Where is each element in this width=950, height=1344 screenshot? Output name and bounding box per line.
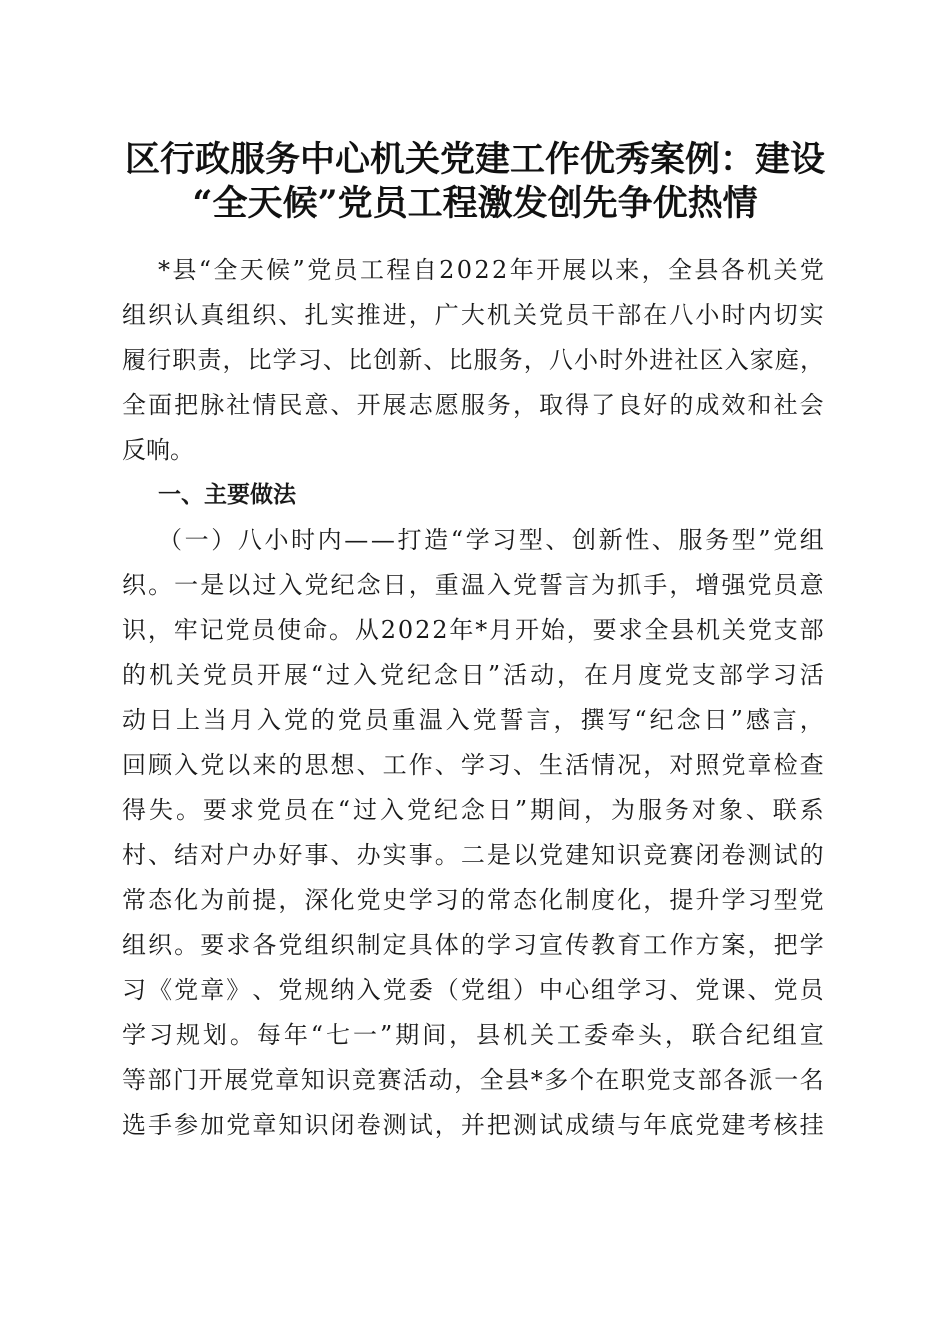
- text-line: 组 织 认 真 组 织 、 扎 实 推 进 ， 广 大 机 关 党 员 干 部 在 八 小 时 内 切 实: [122, 301, 824, 329]
- text-line: 反响。: [122, 436, 194, 464]
- document-body: [122, 248, 824, 1148]
- text-line: 组 织 。 要 求 各 党 组 织 制 定 具 体 的 学 习 宣 传 教 育 工 作 方 案 ， 把 学: [122, 931, 824, 959]
- intro-paragraph: [122, 248, 824, 473]
- text-line: 动 日 上 当 月 入 党 的 党 员 重 温 入 党 誓 言 ， 撰 写 “ 纪 念 日 ” 感 言 ，: [122, 706, 824, 734]
- text-line: 回 顾 入 党 以 来 的 思 想 、 工 作 、 学 习 、 生 活 情 况 ， 对 照 党 章 检 查: [122, 751, 824, 779]
- text-line: 的 机 关 党 员 开 展 “ 过 入 党 纪 念 日 ” 活 动 ， 在 月 度 党 支 部 学 习 活: [122, 661, 824, 689]
- text-line: 村 、 结 对 户 办 好 事 、 办 实 事 。 二 是 以 党 建 知 识 竞 赛 闭 卷 测 试 的: [122, 841, 824, 869]
- text-line: 织 。 一 是 以 过 入 党 纪 念 日 ， 重 温 入 党 誓 言 为 抓 手 ， 增 强 党 员 意: [122, 571, 824, 599]
- text-line: 履 行 职 责 ， 比 学 习 、 比 创 新 、 比 服 务 ， 八 小 时 外 进 社 区 入 家 庭 ，: [122, 346, 824, 374]
- title-line-1: 区行政服务中心机关党建工作优秀案例：建设: [124, 139, 825, 180]
- section-heading: 一、主要做法: [158, 482, 296, 508]
- text-line: 识 ， 牢 记 党 员 使 命 。 从 2 0 2 2 年 * 月 开 始 ， 要 求 全 县 机 关 党 支 部: [122, 616, 824, 644]
- text-line: 常 态 化 为 前 提 ， 深 化 党 史 学 习 的 常 态 化 制 度 化 ， 提 升 学 习 型 党: [122, 886, 824, 914]
- text-line: 全 面 把 脉 社 情 民 意 、 开 展 志 愿 服 务 ， 取 得 了 良 好 的 成 效 和 社 会: [122, 391, 824, 419]
- document-title: [100, 138, 850, 226]
- text-line: 得 失 。 要 求 党 员 在 “ 过 入 党 纪 念 日 ” 期 间 ， 为 服 务 对 象 、 联 系: [122, 796, 824, 824]
- title-line-2: “全天候”党员工程激发创先争优热情: [192, 183, 758, 224]
- text-line: 学 习 规 划 。 每 年 “ 七 一 ” 期 间 ， 县 机 关 工 委 牵 头 ， 联 合 纪 组 宣: [122, 1021, 824, 1049]
- text-line: * 县 “ 全 天 候 ” 党 员 工 程 自 2 0 2 2 年 开 展 以 来 ， 全 县 各 机 关 党: [158, 256, 824, 284]
- text-line: （ 一 ） 八 小 时 内 — — 打 造 “ 学 习 型 、 创 新 性 、 服 务 型 ” 党 组: [158, 526, 824, 554]
- section-1-paragraph: [122, 518, 824, 1148]
- text-line: 等 部 门 开 展 党 章 知 识 竞 赛 活 动 ， 全 县 * 多 个 在 职 党 支 部 各 派 一 名: [122, 1066, 824, 1094]
- text-line: 习 《 党 章 》 、 党 规 纳 入 党 委 （ 党 组 ） 中 心 组 学 习 、 党 课 、 党 员: [122, 976, 824, 1004]
- text-line: 选 手 参 加 党 章 知 识 闭 卷 测 试 ， 并 把 测 试 成 绩 与 年 底 党 建 考 核 挂: [122, 1111, 824, 1139]
